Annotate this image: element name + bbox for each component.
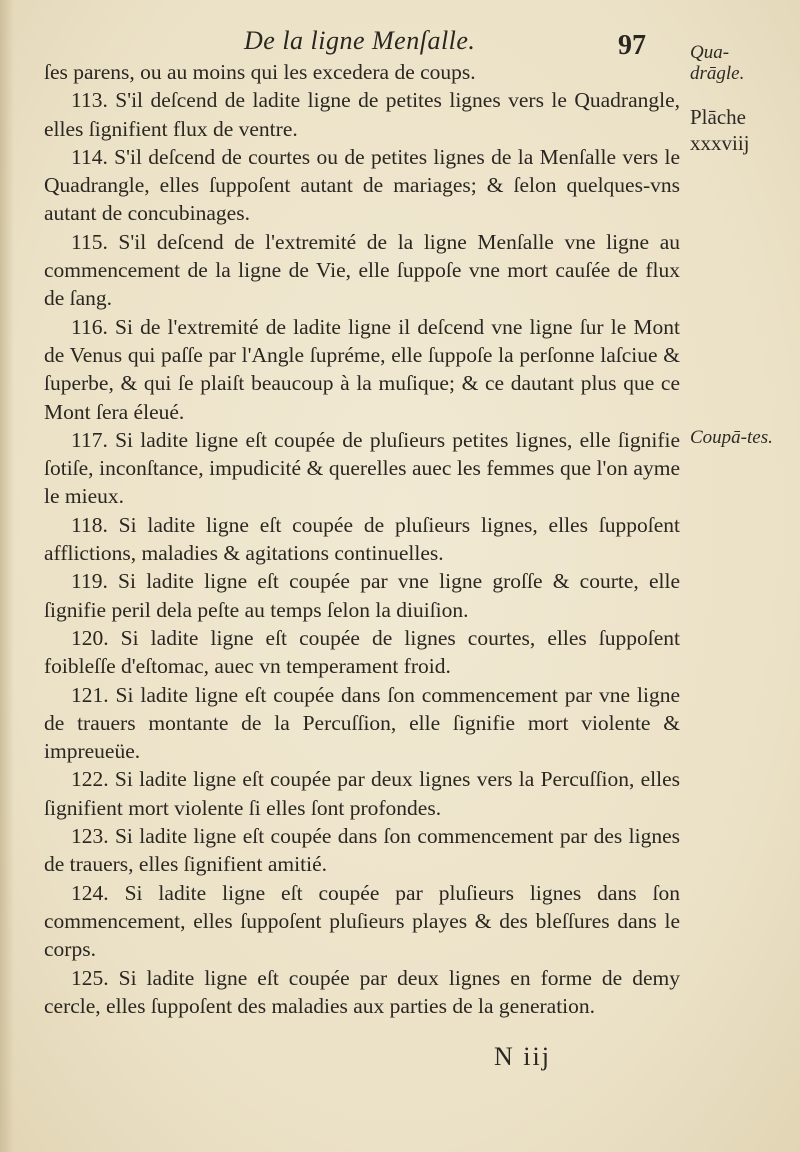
paragraph-122: 122. Si ladite ligne eſt coupée par deux lignes vers la Percuſſion, elles ſignifient mort violente ſi elles ſont profondes. bbox=[44, 767, 680, 820]
margin-note-quadrangle: Qua-drāgle. bbox=[690, 42, 745, 84]
paragraph-124: 124. Si ladite ligne eſt coupée par pluſieurs lignes dans ſon commencement, elles ſuppoſent pluſieurs playes & des bleſſures dans le corps. bbox=[44, 880, 680, 962]
paragraph-119: 119. Si ladite ligne eſt coupée par vne ligne groſſe & courte, elle ſignifie peril dela peſte au temps ſelon la diuiſion. bbox=[44, 569, 680, 622]
body-text bbox=[44, 58, 680, 1020]
paragraph-121: 121. Si ladite ligne eſt coupée dans ſon commencement par vne ligne de trauers montante de la Percuſſion, elle ſignifie mort violente & impreueüe. bbox=[44, 682, 680, 764]
paragraph-125: 125. Si ladite ligne eſt coupée par deux lignes en forme de demy cercle, elles ſuppoſent des maladies aux parties de la generation. bbox=[44, 965, 680, 1018]
paragraph-117: 117. Si ladite ligne eſt coupée de pluſieurs petites lignes, elle ſignifie ſotiſe, inconſtance, impudicité & querelles auec les femmes que l'on ayme le mieux. bbox=[44, 427, 680, 509]
paragraph-113: 113. S'il deſcend de ladite ligne de petites lignes vers le Quadrangle, elles ſignifient flux de ventre. bbox=[44, 88, 680, 141]
paragraph-123: 123. Si ladite ligne eſt coupée dans ſon commencement par des lignes de trauers, elles ſignifient amitié. bbox=[44, 824, 680, 877]
paragraph-120: 120. Si ladite ligne eſt coupée de lignes courtes, elles ſuppoſent foibleſſe d'eſtomac, auec vn temperament froid. bbox=[44, 625, 680, 679]
page-number: 97 bbox=[618, 30, 646, 61]
paragraph-115: 115. S'il deſcend de l'extremité de la ligne Menſalle vne ligne au commencement de la ligne de Vie, elle ſuppoſe vne mort cauſée de flux de ſang. bbox=[44, 229, 680, 311]
paragraph-continuation: ſes parens, ou au moins qui les excedera de coups. bbox=[44, 60, 476, 84]
margin-note-plate: Plāche xxxviij bbox=[690, 105, 750, 155]
paragraph-118: 118. Si ladite ligne eſt coupée de pluſieurs lignes, elles ſuppoſent afflictions, maladies & agitations continuelles. bbox=[44, 512, 680, 566]
paragraph-116: 116. Si de l'extremité de ladite ligne il deſcend vne ligne ſur le Mont de Venus qui paſſe par l'Angle ſupréme, elle ſuppoſe la perſonne laſciue & ſuperbe, & qui ſe plaiſt beaucoup à la muſique; & ce dautant plus que ce Mont ſera éleué. bbox=[44, 314, 680, 424]
signature-mark: N iij bbox=[494, 1042, 551, 1071]
running-title: De la ligne Menſalle. bbox=[244, 26, 476, 55]
gutter-shadow bbox=[0, 0, 14, 1152]
paragraph-114: 114. S'il deſcend de courtes ou de petites lignes de la Menſalle vers le Quadrangle, elles ſuppoſent autant de mariages; & ſelon quelques-vns autant de concubinages. bbox=[44, 144, 680, 226]
margin-note-coupates: Coupā-tes. bbox=[690, 427, 773, 448]
